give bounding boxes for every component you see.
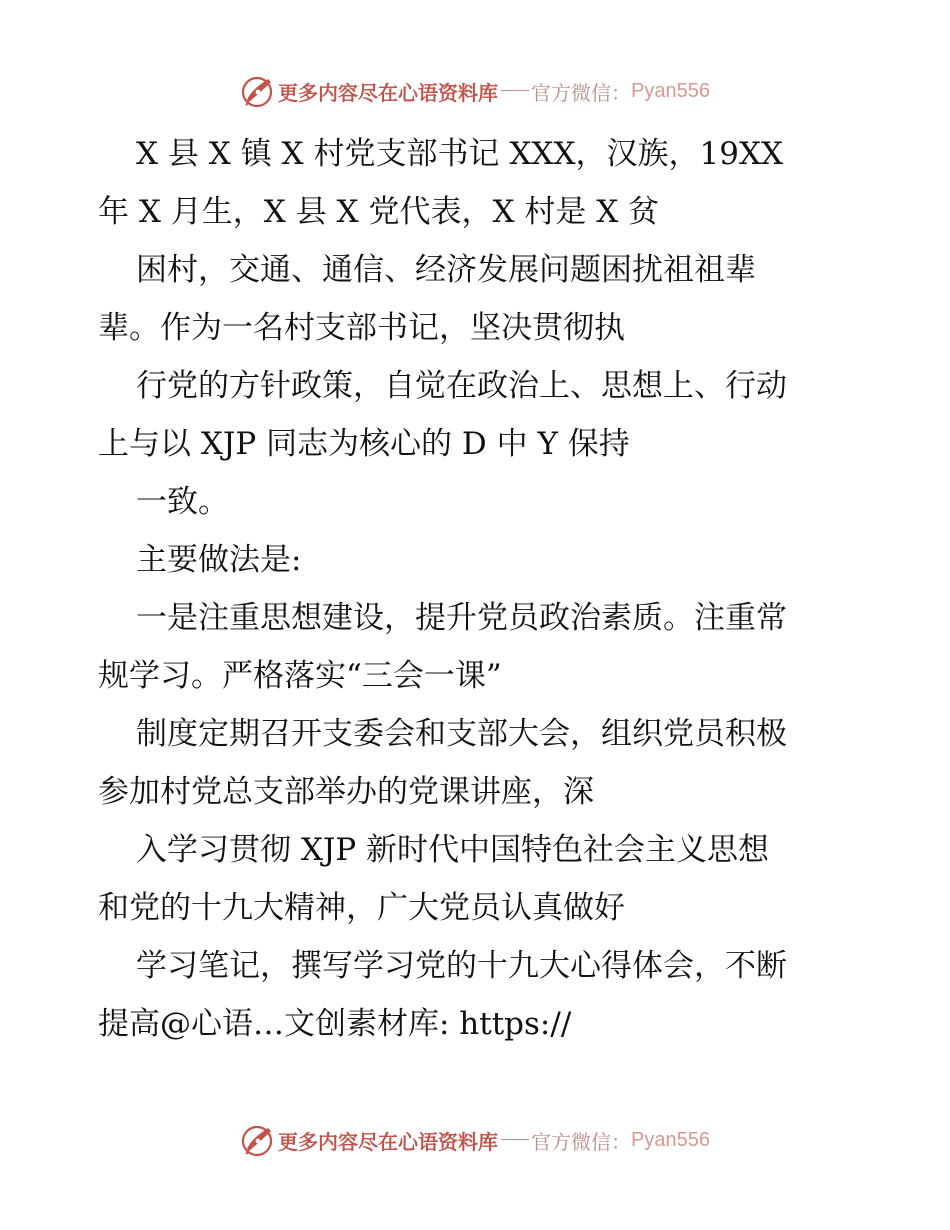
document-body bbox=[98, 125, 858, 1053]
body-line: 一是注重思想建设，提升党员政治素质。注重常 bbox=[136, 600, 787, 636]
watermark-brand-text: 更多内容尽在心语资料库 bbox=[278, 80, 499, 105]
watermark-official-label: 官方微信： bbox=[531, 80, 632, 105]
watermark-official-label: 官方微信： bbox=[531, 1129, 632, 1154]
watermark-dash bbox=[501, 1139, 529, 1140]
body-line: 规学习。严格落实“三会一课” bbox=[98, 658, 502, 694]
footer-watermark-banner bbox=[0, 1120, 950, 1160]
watermark-dash bbox=[501, 90, 529, 91]
body-line: 参加村党总支部举办的党课讲座，深 bbox=[98, 774, 594, 810]
body-line: 制度定期召开支委会和支部大会，组织党员积极 bbox=[136, 716, 787, 752]
body-line: X 县 X 镇 X 村党支部书记 XXX，汉族，19XX bbox=[136, 136, 784, 172]
body-line: 上与以 XJP 同志为核心的 D 中 Y 保持 bbox=[98, 426, 630, 462]
watermark-contact-id: Pyan556 bbox=[631, 79, 710, 102]
body-line: 行党的方针政策，自觉在政治上、思想上、行动 bbox=[136, 368, 787, 404]
pen-logo-icon bbox=[240, 1122, 276, 1158]
body-line: 和党的十九大精神，广大党员认真做好 bbox=[98, 890, 625, 926]
header-watermark-banner bbox=[0, 71, 950, 111]
body-line: 辈。作为一名村支部书记，坚决贯彻执 bbox=[98, 310, 625, 346]
body-line: 主要做法是: bbox=[136, 542, 302, 578]
body-line: 困村，交通、通信、经济发展问题困扰祖祖辈 bbox=[136, 252, 756, 288]
body-line: 提高@心语…文创素材库: https:// bbox=[98, 1006, 572, 1042]
watermark-contact-id: Pyan556 bbox=[631, 1128, 710, 1151]
watermark-brand-text: 更多内容尽在心语资料库 bbox=[278, 1129, 499, 1154]
pen-logo-icon bbox=[240, 73, 276, 109]
body-line: 入学习贯彻 XJP 新时代中国特色社会主义思想 bbox=[136, 832, 770, 868]
body-line: 年 X 月生，X 县 X 党代表，X 村是 X 贫 bbox=[98, 194, 660, 230]
body-line: 一致。 bbox=[136, 484, 229, 520]
body-line: 学习笔记，撰写学习党的十九大心得体会，不断 bbox=[136, 948, 787, 984]
